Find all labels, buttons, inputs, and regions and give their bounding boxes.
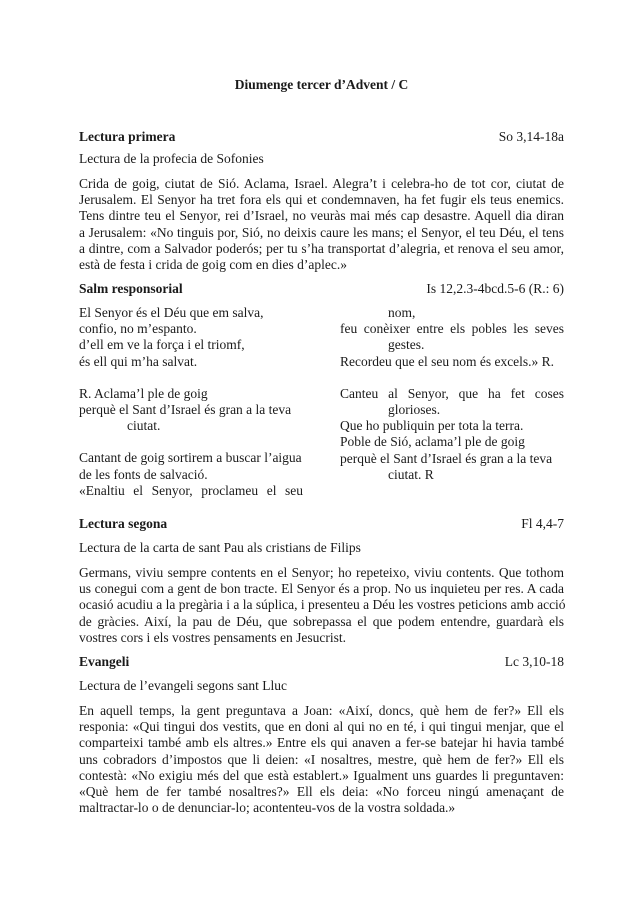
text-line: està de festa i crida de goig com en dies d’aplec.» (79, 257, 348, 273)
verse-line: gestes. (388, 337, 425, 353)
reading2-ref: Fl 4,4-7 (521, 516, 564, 531)
reading1-heading: Lectura primera (79, 129, 176, 144)
gospel-heading: Evangeli (79, 654, 130, 669)
verse-line: perquè el Sant d’Israel és gran a la teva (340, 450, 553, 466)
text-line: a dintre, com a Salvador poderós; per tu s’ha transportat d’alegria, et renova el seu amor, (79, 240, 564, 256)
text-line: comparteixi també amb els altres.» Entre els qui anaven a fer-se batejar hi havia també (79, 735, 564, 751)
text-line: Jerusalem. El Senyor ha tret fora els qui et condemnaven, ha fet fugir els teus enemics. (79, 192, 564, 208)
verse-line: d’ell em ve la força i el triomf, (79, 337, 245, 353)
verse-line: Recordeu que el seu nom és excels.» R. (340, 353, 555, 369)
text-line: us conegui com a gent de bon tracte. El Senyor és a prop. No us inquieteu per res. A cada (79, 581, 564, 597)
reading2-heading: Lectura segona (79, 516, 168, 531)
text-line: Crida de goig, ciutat de Sió. Aclama, Israel. Alegra’t i celebra-ho de tot cor, ciutat de (79, 176, 564, 191)
verse-line: feu conèixer entre els pobles les seves (340, 321, 564, 337)
gospel-text (79, 703, 564, 816)
psalm-header (79, 281, 564, 299)
reading2-text (79, 565, 564, 646)
text-line: ocasió acudiu a la pregària i a la súplica, i presenteu a Déu les vostres peticions amb acció (79, 597, 566, 613)
gospel-ref: Lc 3,10-18 (504, 654, 564, 669)
text-line: a Jerusalem: «No tinguis por, Sió, no deixis caure les mans; el Senyor, el teu Déu, el tens (79, 224, 564, 240)
verse-line: ciutat. (127, 418, 161, 434)
reading1-intro: Lectura de la profecia de Sofonies (79, 151, 264, 166)
verse-line: és ell qui m’ha salvat. (79, 353, 198, 369)
verse-line: de les fonts de salvació. (79, 466, 208, 482)
text-line: Germans, viviu sempre contents en el Senyor; ho repeteixo, viviu contents. Que tothom (79, 565, 564, 580)
verse-line: El Senyor és el Déu que em salva, (79, 305, 264, 320)
verse-line: nom, (388, 305, 416, 320)
text-line: maltractar-lo o de denunciar-lo; acontenteu-vos de la vostra soldada.» (79, 800, 456, 816)
reading1-header (79, 129, 564, 147)
text-line: responia: «Qui tingui dos vestits, que en doni al qui no en té, i qui tingui menjar, que el (79, 719, 564, 735)
psalm-ref: Is 12,2.3-4bcd.5-6 (R.: 6) (426, 281, 564, 296)
gospel-intro: Lectura de l’evangeli segons sant Lluc (79, 678, 288, 693)
text-line: «Què hem de fer també nosaltres?» Ell els deia: «No forceu ningú amenaçant de (79, 784, 564, 800)
reading1-text (79, 176, 564, 273)
verse-line: ciutat. R (388, 466, 434, 482)
verse-line: R. Aclama’l ple de goig (79, 385, 208, 401)
text-line: contestà: «No exigiu més del que està establert.» Igualment uns guardes li preguntaven: (79, 767, 564, 783)
text-line: de gràcies. Així, la pau de Déu, que sobrepassa el que podem entendre, guardarà els (79, 613, 564, 629)
verse-line: glorioses. (388, 402, 441, 418)
stanza-gap (79, 434, 303, 450)
text-line: uns cobradors d’impostos que li deien: «I nosaltres, mestre, què hem de fer?» Ell els (79, 751, 564, 767)
stanza-gap (79, 370, 303, 386)
verse-line: Cantant de goig sortirem a buscar l’aigua (79, 450, 302, 466)
stanza-gap (340, 370, 564, 386)
text-line: En aquell temps, la gent preguntava a Joan: «Així, doncs, què hem de fer?» Ell els (79, 703, 564, 718)
reading1-ref: So 3,14-18a (498, 129, 564, 144)
psalm-heading: Salm responsorial (79, 281, 183, 296)
verse-line: Poble de Sió, aclama’l ple de goig (340, 434, 525, 450)
reading2-header (79, 516, 564, 534)
gospel-header (79, 654, 564, 672)
verse-line: perquè el Sant d’Israel és gran a la teva (79, 402, 292, 418)
text-line: vostres cors i els vostres pensaments en Jesucrist. (79, 629, 346, 645)
psalm-right-column (340, 305, 564, 483)
verse-line: Canteu al Senyor, que ha fet coses (340, 385, 564, 401)
psalm-left-column (79, 305, 303, 499)
verse-line: Que ho publiquin per tota la terra. (340, 418, 524, 434)
verse-line: confio, no m’espanto. (79, 321, 197, 337)
page-title: Diumenge tercer d’Advent / C (234, 77, 409, 92)
text-line: Tens dintre teu el Senyor, rei d’Israel, no veuràs mai més cap desastre. Aquell dia diran (79, 208, 564, 224)
verse-line: «Enaltiu el Senyor, proclameu el seu (79, 482, 303, 498)
reading2-intro: Lectura de la carta de sant Pau als cristians de Filips (79, 540, 361, 555)
